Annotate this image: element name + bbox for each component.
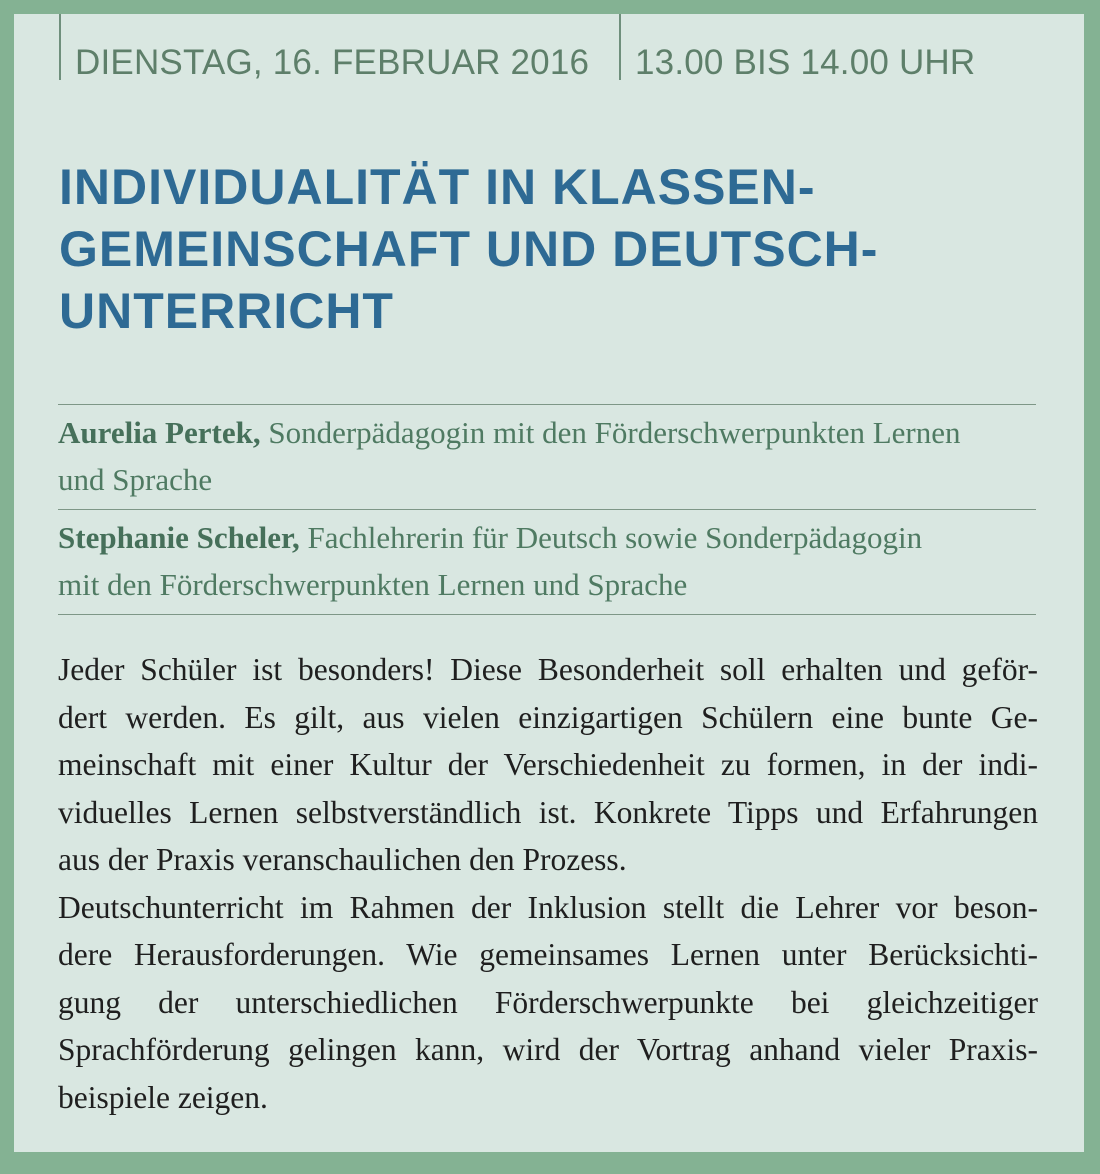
event-date: DIENSTAG, 16. FEBRUAR 2016 xyxy=(59,14,589,80)
description-line: Jeder Schüler ist besonders! Diese Besonderheit soll erhalten und geför- xyxy=(58,652,1038,687)
speaker-role: mit den Förderschwerpunkten Lernen und Sprache xyxy=(58,567,688,602)
description-paragraph xyxy=(58,884,1038,1122)
speaker-role: und Sprache xyxy=(58,462,213,497)
description-line: Deutschunterricht im Rahmen der Inklusion stellt die Lehrer vor beson- xyxy=(58,889,1038,925)
description-line: dert werden. Es gilt, aus vielen einzigartigen Schülern eine bunte Ge- xyxy=(58,699,1038,735)
description-line: dere Herausforderungen. Wie gemeinsames Lernen unter Berücksichti- xyxy=(58,937,1038,972)
title-line: INDIVIDUALITÄT IN KLASSEN- xyxy=(59,159,816,215)
event-title xyxy=(59,156,1059,342)
event-time: 13.00 BIS 14.00 UHR xyxy=(619,14,975,80)
speaker-list xyxy=(58,404,1036,615)
description-line: beispiele zeigen. xyxy=(58,1079,268,1115)
title-line: GEMEINSCHAFT UND DEUTSCH- xyxy=(59,221,879,277)
speaker-role: Sonderpädagogin mit den Förderschwerpunkten Lernen xyxy=(268,415,961,450)
description-paragraph xyxy=(58,646,1038,884)
speaker-name: Aurelia Pertek, xyxy=(58,415,261,450)
event-dateline xyxy=(14,14,1084,84)
description-line: aus der Praxis veranschaulichen den Prozess. xyxy=(58,842,627,877)
event-card xyxy=(14,14,1084,1152)
title-line: UNTERRICHT xyxy=(59,283,394,339)
speaker-entry xyxy=(58,509,1036,615)
description-line: meinschaft mit einer Kultur der Verschiedenheit zu formen, in der indi- xyxy=(58,747,1038,782)
description-line: Sprachförderung gelingen kann, wird der Vortrag anhand vieler Praxis- xyxy=(58,1032,1038,1067)
description-line: gung der unterschiedlichen Förderschwerpunkte bei gleichzeitiger xyxy=(58,984,1038,1020)
speaker-name: Stephanie Scheler, xyxy=(58,520,300,555)
speaker-role: Fachlehrerin für Deutsch sowie Sonderpädagogin xyxy=(307,520,923,555)
speaker-entry xyxy=(58,404,1036,509)
description-line: viduelles Lernen selbstverständlich ist. Konkrete Tipps und Erfahrungen xyxy=(58,794,1038,830)
event-description xyxy=(58,646,1038,1121)
